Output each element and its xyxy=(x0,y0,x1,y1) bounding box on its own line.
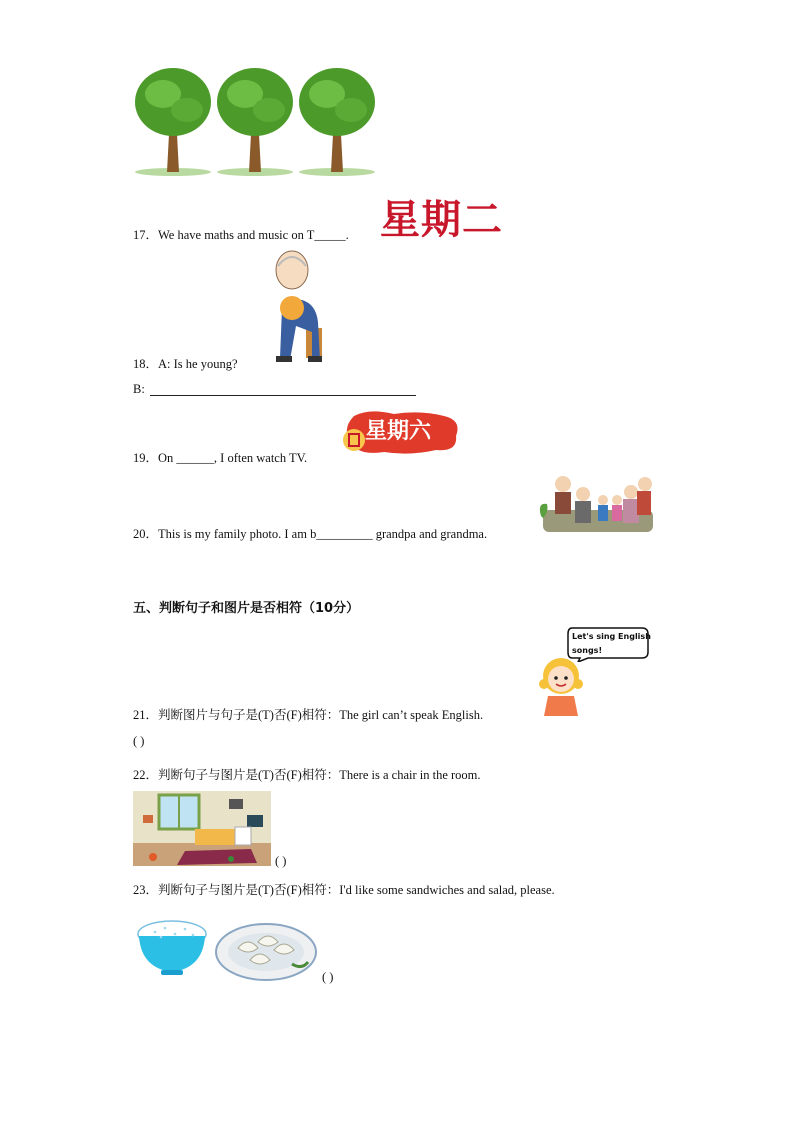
question-23: 23．判断句子与图片是(T)否(F)相符：I'd like some sandwiches and salad, please. xyxy=(133,883,555,897)
section-five-title: 五、判断句子和图片是否相符（10分） xyxy=(133,601,360,616)
speech-bubble-line1: Let's sing English xyxy=(572,632,651,641)
question-18-a: 18．A: Is he young? xyxy=(133,357,238,371)
trees-picture xyxy=(133,64,381,178)
dumplings-icon xyxy=(214,918,318,982)
question-20: 20．This is my family photo. I am b_________ grandpa and grandma. xyxy=(133,527,488,541)
question-17: 17．We have maths and music on T_____. xyxy=(133,228,349,242)
tree-icon xyxy=(217,68,293,176)
tree-icon xyxy=(299,68,375,176)
answer-blank-22[interactable]: ( ) xyxy=(275,854,287,868)
family-icon xyxy=(537,472,657,534)
grandpa-icon xyxy=(268,248,332,366)
tuesday-picture-text: 星期二 xyxy=(380,197,503,243)
answer-line-18[interactable] xyxy=(150,395,416,396)
saturday-picture-text: 星期六 xyxy=(365,419,432,444)
tree-icon xyxy=(135,68,211,176)
answer-blank-23[interactable]: ( ) xyxy=(322,970,334,984)
question-21: 21．判断图片与句子是(T)否(F)相符：The girl can’t speak English. xyxy=(133,708,484,722)
speech-bubble-line2: songs! xyxy=(572,646,603,655)
rice-bowl-icon xyxy=(135,916,209,976)
answer-blank-21[interactable]: ( ) xyxy=(133,734,145,748)
question-22: 22．判断句子与图片是(T)否(F)相符：There is a chair in the room. xyxy=(133,768,481,782)
question-19: 19．On ______, I often watch TV. xyxy=(133,451,308,465)
question-18-b-label: B: xyxy=(133,382,145,396)
girl-icon xyxy=(536,654,586,716)
room-icon xyxy=(133,791,271,866)
